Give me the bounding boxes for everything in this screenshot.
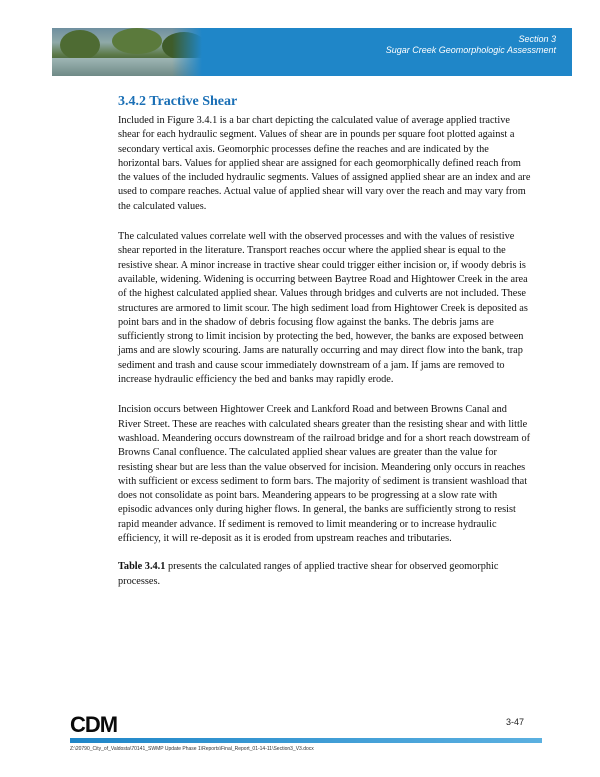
cdm-logo: CDM bbox=[70, 712, 118, 737]
paragraph: Incision occurs between Hightower Creek and Lankford Road and between Browns Canal and River Street. These are reaches with calculated shears greater than the resisting shear and with little washload. Meandering occurs downstream of the railroad bridge and for a short reach dowstream of Browns Canal confluence. The calculated applied shear values are greater than the value for resisting shear but are less than the value observed for incision. Meandering only occurs in reaches with sufficient or excess sediment to form bars. The majority of sediment is transient washload that does not consolidate as point bars. Meandering appears to be progressing at a slow rate with episodic advances only during higher flows. In general, the banks are sufficiently strong to resist rapid meander advance. If sediment is removed to limit meandering or to increase hydraulic efficiency, it will re-deposit as it is eroded from upstream reaches and tributaries. bbox=[118, 404, 531, 545]
photo-tree bbox=[60, 30, 100, 60]
file-path: Z:\20790_City_of_Valdosta\70141_SWMP Update Phase 1\Reports\Final_Report_01-14-11\Section3_V3.docx bbox=[70, 746, 314, 752]
photo-tree bbox=[112, 28, 162, 54]
header-section: Section 3 bbox=[518, 34, 556, 44]
body-content bbox=[118, 114, 532, 601]
table-reference: Table 3.4.1 bbox=[118, 561, 166, 573]
header-photo bbox=[52, 28, 202, 76]
section-heading: 3.4.2 Tractive Shear bbox=[118, 94, 238, 109]
closing-text: presents the calculated ranges of applied tractive shear for observed geomorphic processes. bbox=[118, 561, 499, 587]
footer-bar bbox=[70, 738, 542, 743]
page-number: 3-47 bbox=[506, 717, 525, 727]
header-subtitle: Sugar Creek Geomorphologic Assessment bbox=[385, 45, 556, 55]
paragraph: Included in Figure 3.4.1 is a bar chart depicting the calculated value of average applied tractive shear for each hydraulic segment. Values of shear are in pounds per square foot plotted against a secondary vertical axis. Geomorphic processes define the reaches and are indicated by the horizontal bars. Values for applied shear are assigned for each geomorphically defined reach from the values of the included hydraulic segments. Values of assigned applied shear are an index and are used to compare reaches. Actual value of applied shear will vary over the reach and may vary from the calculated values. bbox=[118, 115, 531, 212]
header-text bbox=[386, 34, 556, 56]
photo-fade bbox=[172, 28, 202, 76]
closing-paragraph bbox=[118, 560, 532, 589]
paragraph: The calculated values correlate well with the observed processes and with the values of resistive shear reported in the literature. Transport reaches occur where the applied shear is equal to the resistive shear. A minor increase in tractive shear could trigger either incision or, if woody debris is available, widening. Widening is occurring between Baytree Road and Hightower Creek in the area of the highest calculated applied shear. Values through bridges and culverts are not included. These structures are armored to limit scour. The high sediment load from Hightower Creek is deposited as point bars and in the shadow of debris focusing flow against the banks. The debris jams are sufficiently strong to limit incision by protecting the bed, however, the banks are exposed between jams and are slowly scouring. Jams are naturally occurring and may direct flow into the bank, trap sediment and trash and cause scour immediately downstream of a jam. If jams are removed to increase hydraulic efficiency the bed and banks may rapidly erode. bbox=[118, 231, 528, 386]
